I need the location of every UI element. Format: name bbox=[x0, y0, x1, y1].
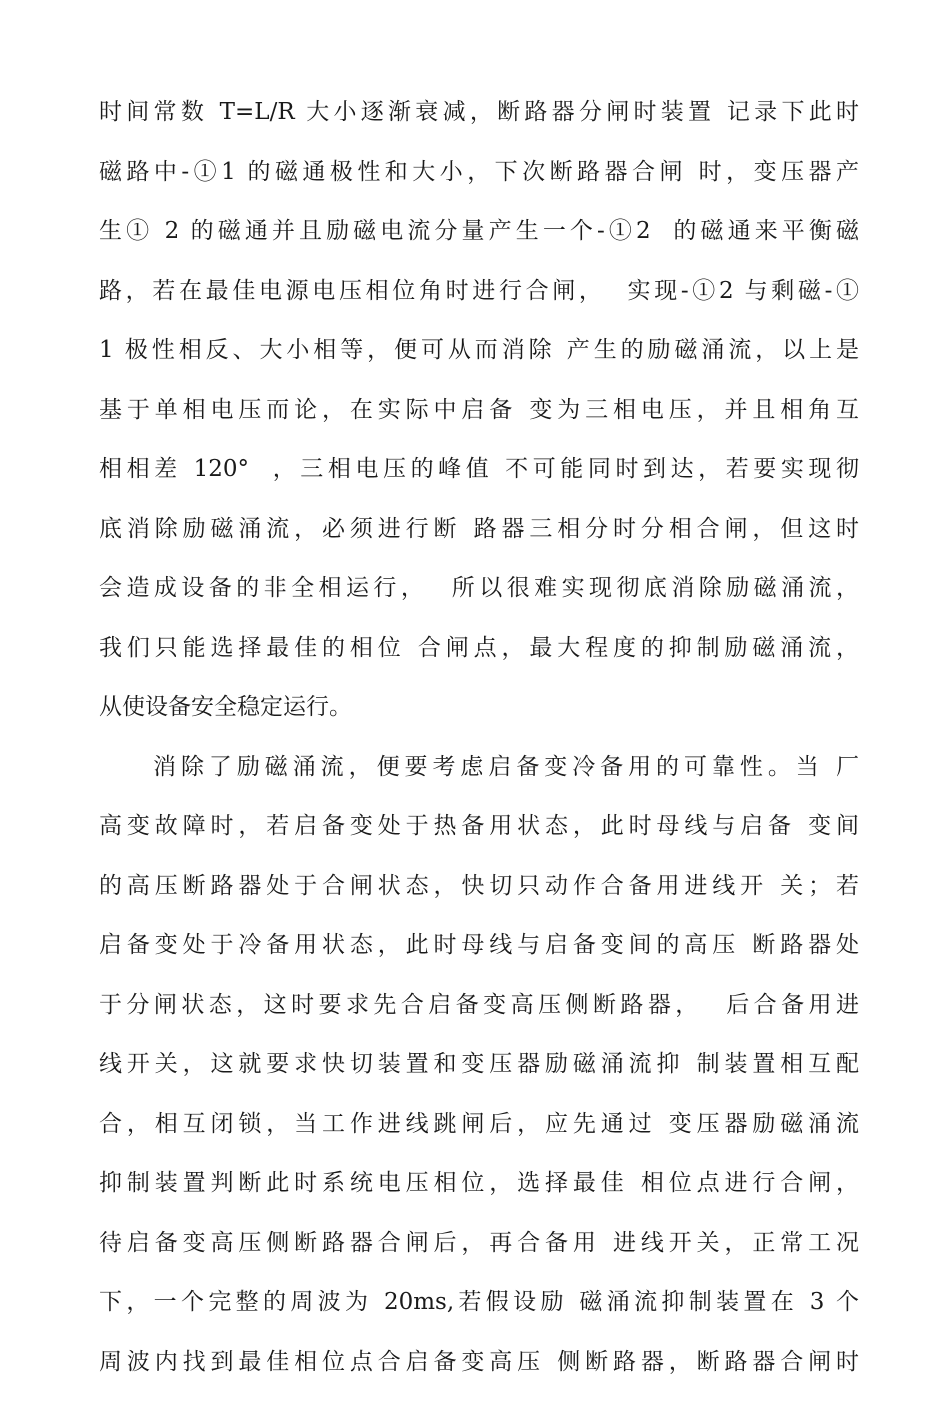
paragraph-1-line-10: 我们只能选择最佳的相位 合闸点，最大程度的抑制励磁涌流， bbox=[99, 634, 859, 661]
paragraph-2-line-5: 于分闸状态，这时要求先合启备变高压侧断路器， 后合备用进 bbox=[99, 991, 859, 1018]
paragraph-1-line-4: 路，若在最佳电源电压相位角时进行合闸， 实现-①2 与剩磁-① bbox=[99, 277, 860, 304]
paragraph-2-line-10: 下，一个完整的周波为 20ms,若假设励 磁涌流抑制装置在 3 个 bbox=[99, 1289, 859, 1315]
paragraph-2-line-1: 消除了励磁涌流，便要考虑启备变冷备用的可靠性。当 厂 bbox=[153, 753, 859, 780]
paragraph-2-line-6: 线开关，这就要求快切装置和变压器励磁涌流抑 制装置相互配 bbox=[99, 1051, 859, 1077]
paragraph-1-line-1: 时间常数 T=L/R 大小逐渐衰减，断路器分闸时装置 记录下此时 bbox=[99, 99, 859, 125]
paragraph-1-line-3: 生① 2 的磁通并且励磁电流分量产生一个-①2 的磁通来平衡磁 bbox=[99, 218, 859, 244]
paragraph-1-line-11: 从使设备安全稳定运行。 bbox=[99, 694, 352, 720]
paragraph-2-line-4: 启备变处于冷备用状态，此时母线与启备变间的高压 断路器处 bbox=[99, 932, 859, 958]
paragraph-2-line-11: 周波内找到最佳相位点合启备变高压 侧断路器，断路器合闸时 bbox=[99, 1348, 859, 1375]
paragraph-1-line-9: 会造成设备的非全相运行， 所以很难实现彻底消除励磁涌流， bbox=[99, 575, 859, 601]
paragraph-2-line-9: 待启备变高压侧断路器合闸后，再合备用 进线开关，正常工况 bbox=[99, 1229, 859, 1256]
paragraph-2-line-3: 的高压断路器处于合闸状态，快切只动作合备用进线开 关；若 bbox=[99, 872, 859, 899]
paragraph-1-line-2: 磁路中-①1 的磁通极性和大小，下次断路器合闸 时，变压器产 bbox=[99, 158, 859, 185]
paragraph-1-line-5: 1 极性相反、大小相等，便可从而消除 产生的励磁涌流，以上是 bbox=[99, 337, 859, 363]
paragraph-1-line-8: 底消除励磁涌流，必须进行断 路器三相分时分相合闸，但这时 bbox=[99, 515, 859, 542]
paragraph-1-line-6: 基于单相电压而论，在实际中启备 变为三相电压，并且相角互 bbox=[99, 396, 859, 423]
paragraph-2-line-7: 合，相互闭锁，当工作进线跳闸后，应先通过 变压器励磁涌流 bbox=[99, 1110, 859, 1137]
paragraph-2-line-8: 抑制装置判断此时系统电压相位，选择最佳 相位点进行合闸， bbox=[99, 1170, 859, 1196]
paragraph-1-line-7: 相相差 120° ，三相电压的峰值 不可能同时到达，若要实现彻 bbox=[99, 456, 859, 482]
paragraph-2-line-2: 高变故障时，若启备变处于热备用状态，此时母线与启备 变间 bbox=[99, 813, 859, 839]
